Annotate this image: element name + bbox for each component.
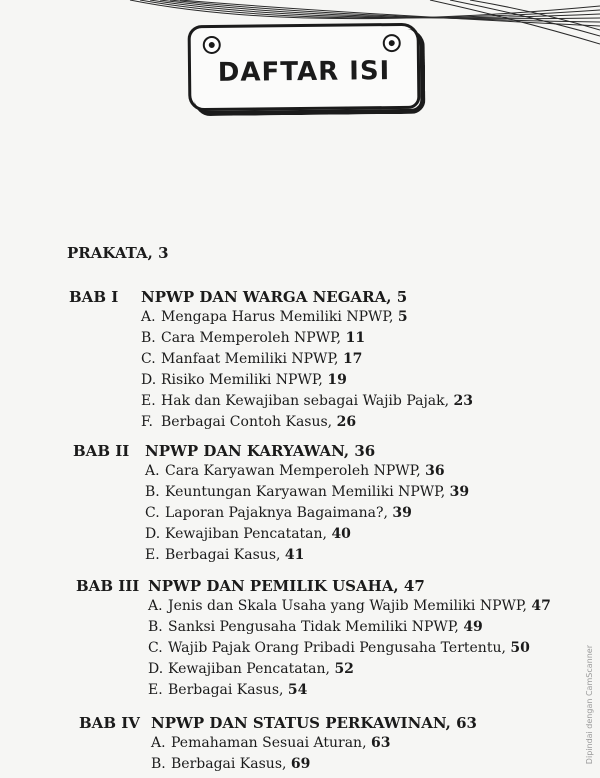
item-letter: C.	[141, 351, 156, 367]
item-text: Risiko Memiliki NPWP,	[161, 372, 323, 388]
item-page: 52	[334, 661, 354, 677]
chapter-page: 5	[396, 288, 408, 306]
item-page: 11	[345, 330, 366, 346]
toc-item	[141, 393, 473, 409]
toc-item	[148, 640, 530, 656]
item-page: 23	[453, 393, 474, 409]
item-page: 5	[397, 309, 408, 325]
item-letter: B.	[148, 619, 163, 635]
item-letter: F.	[141, 414, 153, 430]
item-letter: B.	[145, 484, 160, 500]
preface-label: PRAKATA,	[67, 244, 153, 262]
preface-page: 3	[158, 244, 169, 262]
page-title: DAFTAR ISI	[217, 56, 391, 88]
toc-item	[145, 463, 445, 479]
chapter-page: 63	[456, 714, 477, 732]
item-letter: C.	[145, 505, 160, 521]
chapter-title: NPWP DAN WARGA NEGARA,	[141, 288, 392, 306]
item-page: 50	[510, 640, 530, 656]
item-text: Jenis dan Skala Usaha yang Wajib Memiliki NPWP,	[168, 598, 527, 614]
item-text: Manfaat Memiliki NPWP,	[161, 351, 339, 367]
item-letter: D.	[141, 372, 157, 388]
chapter-number: BAB I	[69, 288, 119, 306]
toc-item	[141, 351, 362, 367]
item-text: Berbagai Kasus,	[171, 756, 287, 772]
chapter-heading	[69, 288, 407, 306]
item-letter: E.	[145, 547, 160, 563]
toc-item	[141, 414, 356, 430]
chapter-heading	[76, 577, 425, 595]
chapter-heading	[73, 442, 375, 460]
item-page: 17	[342, 351, 363, 367]
item-text: Pemahaman Sesuai Aturan,	[171, 735, 367, 751]
chapter-title: NPWP DAN STATUS PERKAWINAN,	[151, 714, 451, 732]
toc-item	[145, 505, 412, 521]
item-page: 41	[284, 547, 305, 563]
toc-item	[148, 682, 307, 698]
item-letter: E.	[141, 393, 156, 409]
toc-item	[145, 547, 304, 563]
toc-item	[148, 661, 354, 677]
chapter-page: 36	[354, 442, 376, 460]
chapter-page: 47	[403, 577, 425, 595]
item-page: 47	[531, 598, 551, 614]
item-text: Sanksi Pengusaha Tidak Memiliki NPWP,	[168, 619, 459, 635]
toc-item	[148, 598, 551, 614]
item-page: 19	[327, 372, 347, 388]
item-text: Laporan Pajaknya Bagaimana?,	[165, 505, 388, 521]
chapter-title: NPWP DAN KARYAWAN,	[145, 442, 350, 460]
item-text: Berbagai Kasus,	[168, 682, 284, 698]
scanner-watermark: Dipindai dengan CamScanner	[585, 644, 594, 764]
item-text: Cara Memperoleh NPWP,	[161, 330, 342, 346]
item-letter: A.	[145, 463, 160, 479]
item-text: Kewajiban Pencatatan,	[168, 661, 330, 677]
chapter-number: BAB II	[73, 442, 130, 460]
item-text: Wajib Pajak Orang Pribadi Pengusaha Tertentu,	[168, 640, 506, 656]
item-letter: B.	[141, 330, 156, 346]
chapter-heading	[79, 714, 477, 732]
item-text: Keuntungan Karyawan Memiliki NPWP,	[165, 484, 446, 500]
item-page: 49	[463, 619, 483, 635]
item-text: Hak dan Kewajiban sebagai Wajib Pajak,	[161, 393, 450, 409]
chapter-title: NPWP DAN PEMILIK USAHA,	[148, 577, 399, 595]
toc-item	[141, 372, 347, 388]
toc-item	[145, 526, 351, 542]
toc-item	[151, 756, 310, 772]
item-text: Berbagai Contoh Kasus,	[161, 414, 333, 430]
item-text: Kewajiban Pencatatan,	[165, 526, 327, 542]
item-page: 54	[287, 682, 308, 698]
chapter-number: BAB III	[76, 577, 140, 595]
item-page: 69	[290, 756, 311, 772]
item-letter: A.	[151, 735, 166, 751]
item-text: Mengapa Harus Memiliki NPWP,	[161, 309, 394, 325]
chapter-number: BAB IV	[79, 714, 140, 732]
toc-item	[151, 735, 390, 751]
item-letter: A.	[141, 309, 156, 325]
toc-item	[141, 309, 408, 325]
toc-item	[148, 619, 483, 635]
preface-entry	[67, 244, 169, 262]
item-text: Berbagai Kasus,	[165, 547, 281, 563]
item-letter: D.	[145, 526, 161, 542]
item-page: 40	[331, 526, 351, 542]
item-page: 39	[449, 484, 470, 500]
item-page: 39	[392, 505, 412, 521]
toc-item	[141, 330, 365, 346]
item-letter: E.	[148, 682, 163, 698]
item-letter: B.	[151, 756, 166, 772]
item-letter: C.	[148, 640, 163, 656]
item-letter: A.	[148, 598, 163, 614]
item-page: 36	[425, 463, 445, 479]
item-page: 26	[336, 414, 357, 430]
toc-item	[145, 484, 469, 500]
item-letter: D.	[148, 661, 164, 677]
item-page: 63	[370, 735, 391, 751]
item-text: Cara Karyawan Memperoleh NPWP,	[165, 463, 421, 479]
